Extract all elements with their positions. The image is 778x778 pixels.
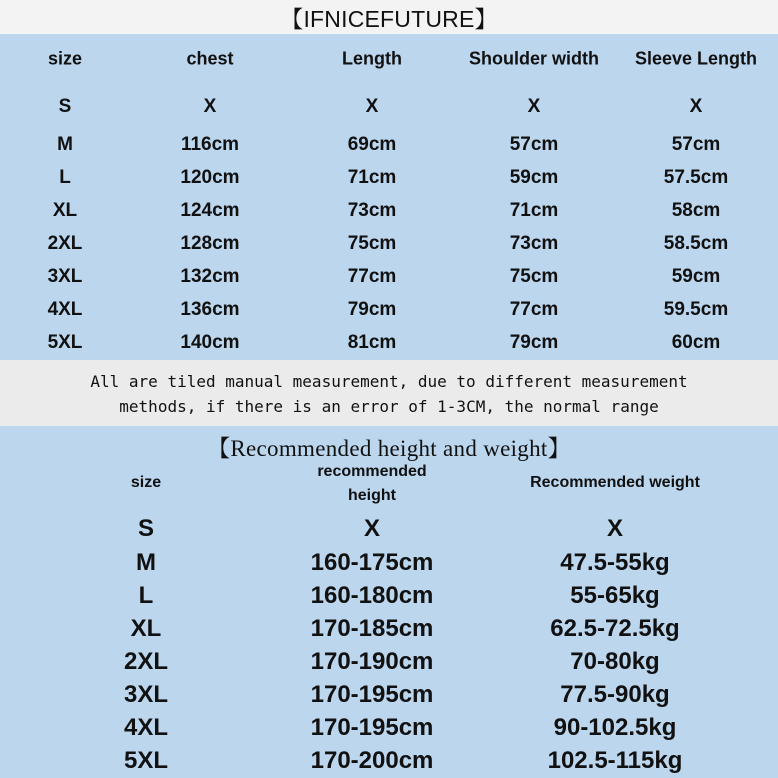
table-cell: 59.5cm	[663, 299, 729, 320]
table-cell: 58cm	[671, 200, 721, 221]
table-cell: 71cm	[509, 200, 559, 221]
header-length: Length	[342, 48, 402, 69]
table-cell: S	[137, 515, 155, 542]
table-cell: 170-195cm	[310, 714, 434, 741]
table-cell: 81cm	[347, 332, 397, 353]
table-cell: X	[689, 96, 703, 117]
table-cell: 57.5cm	[663, 167, 729, 188]
table-cell: 170-190cm	[310, 648, 434, 675]
table-cell: 73cm	[509, 233, 559, 254]
table-cell: 170-195cm	[310, 681, 434, 708]
table-cell: 102.5-115kg	[547, 747, 683, 774]
rec-header-size: size	[130, 474, 162, 491]
table-cell: 69cm	[347, 134, 397, 155]
table-cell: 116cm	[180, 134, 240, 155]
header-shoulder-width: Shoulder width	[469, 48, 599, 69]
recommendation-title: 【Recommended height and weight】	[207, 436, 571, 461]
table-cell: 3XL	[123, 681, 169, 708]
table-cell: 132cm	[180, 266, 240, 287]
table-cell: 57cm	[509, 134, 559, 155]
table-cell: 77cm	[509, 299, 559, 320]
table-cell: 77.5-90kg	[560, 681, 670, 708]
table-cell: 140cm	[180, 332, 240, 353]
rec-header-height	[317, 460, 426, 508]
table-cell: L	[59, 167, 71, 188]
table-cell: X	[365, 96, 379, 117]
table-cell: 79cm	[347, 299, 397, 320]
size-measurement-table	[0, 34, 778, 360]
table-cell: 62.5-72.5kg	[550, 615, 680, 642]
table-cell: 77cm	[347, 266, 397, 287]
table-cell: X	[203, 96, 217, 117]
table-cell: 47.5-55kg	[560, 549, 670, 576]
brand-title: 【IFNICEFUTURE】	[0, 0, 778, 34]
note-line-1: All are tiled manual measurement, due to different measurement	[90, 372, 688, 391]
table-cell: 2XL	[123, 648, 169, 675]
table-cell: 71cm	[347, 167, 397, 188]
table-cell: X	[606, 515, 624, 542]
table-cell: 59cm	[671, 266, 721, 287]
table-cell: 4XL	[47, 299, 83, 320]
table-cell: 59cm	[509, 167, 559, 188]
table-cell: XL	[52, 200, 78, 221]
table-cell: X	[527, 96, 541, 117]
table-cell: 75cm	[347, 233, 397, 254]
table-cell: 170-200cm	[310, 747, 434, 774]
table-cell: S	[58, 96, 72, 117]
table-cell: 3XL	[47, 266, 83, 287]
table-cell: 5XL	[123, 747, 169, 774]
table-cell: L	[138, 582, 154, 609]
table-cell: XL	[130, 615, 162, 642]
table-cell: 5XL	[47, 332, 83, 353]
table-cell: 120cm	[180, 167, 240, 188]
table-cell: M	[136, 549, 156, 576]
table-cell: 90-102.5kg	[553, 714, 677, 741]
table-cell: 4XL	[123, 714, 169, 741]
table-cell: 170-185cm	[310, 615, 434, 642]
table-cell: M	[57, 134, 73, 155]
table-cell: 60cm	[671, 332, 721, 353]
table-cell: 57cm	[671, 134, 721, 155]
rec-header-weight: Recommended weight	[530, 474, 700, 491]
rec-header-height-line2: height	[348, 487, 396, 504]
header-chest: chest	[186, 48, 234, 69]
table-cell: 136cm	[180, 299, 240, 320]
measurement-note	[0, 360, 778, 426]
table-cell: 55-65kg	[570, 582, 660, 609]
rec-header-height-line1: recommended	[317, 463, 427, 480]
table-cell: 75cm	[509, 266, 559, 287]
table-cell: 73cm	[347, 200, 397, 221]
table-cell: 160-180cm	[310, 582, 434, 609]
header-sleeve-length: Sleeve Length	[634, 48, 758, 69]
table-cell: 124cm	[180, 200, 240, 221]
table-cell: 160-175cm	[310, 549, 434, 576]
note-line-2: methods, if there is an error of 1-3CM, the normal range	[119, 397, 659, 416]
table-cell: 58.5cm	[663, 233, 729, 254]
table-cell: 2XL	[47, 233, 83, 254]
table-cell: X	[363, 515, 381, 542]
table-cell: 79cm	[509, 332, 559, 353]
header-size: size	[47, 48, 83, 69]
table-cell: 70-80kg	[570, 648, 660, 675]
table-cell: 128cm	[180, 233, 240, 254]
